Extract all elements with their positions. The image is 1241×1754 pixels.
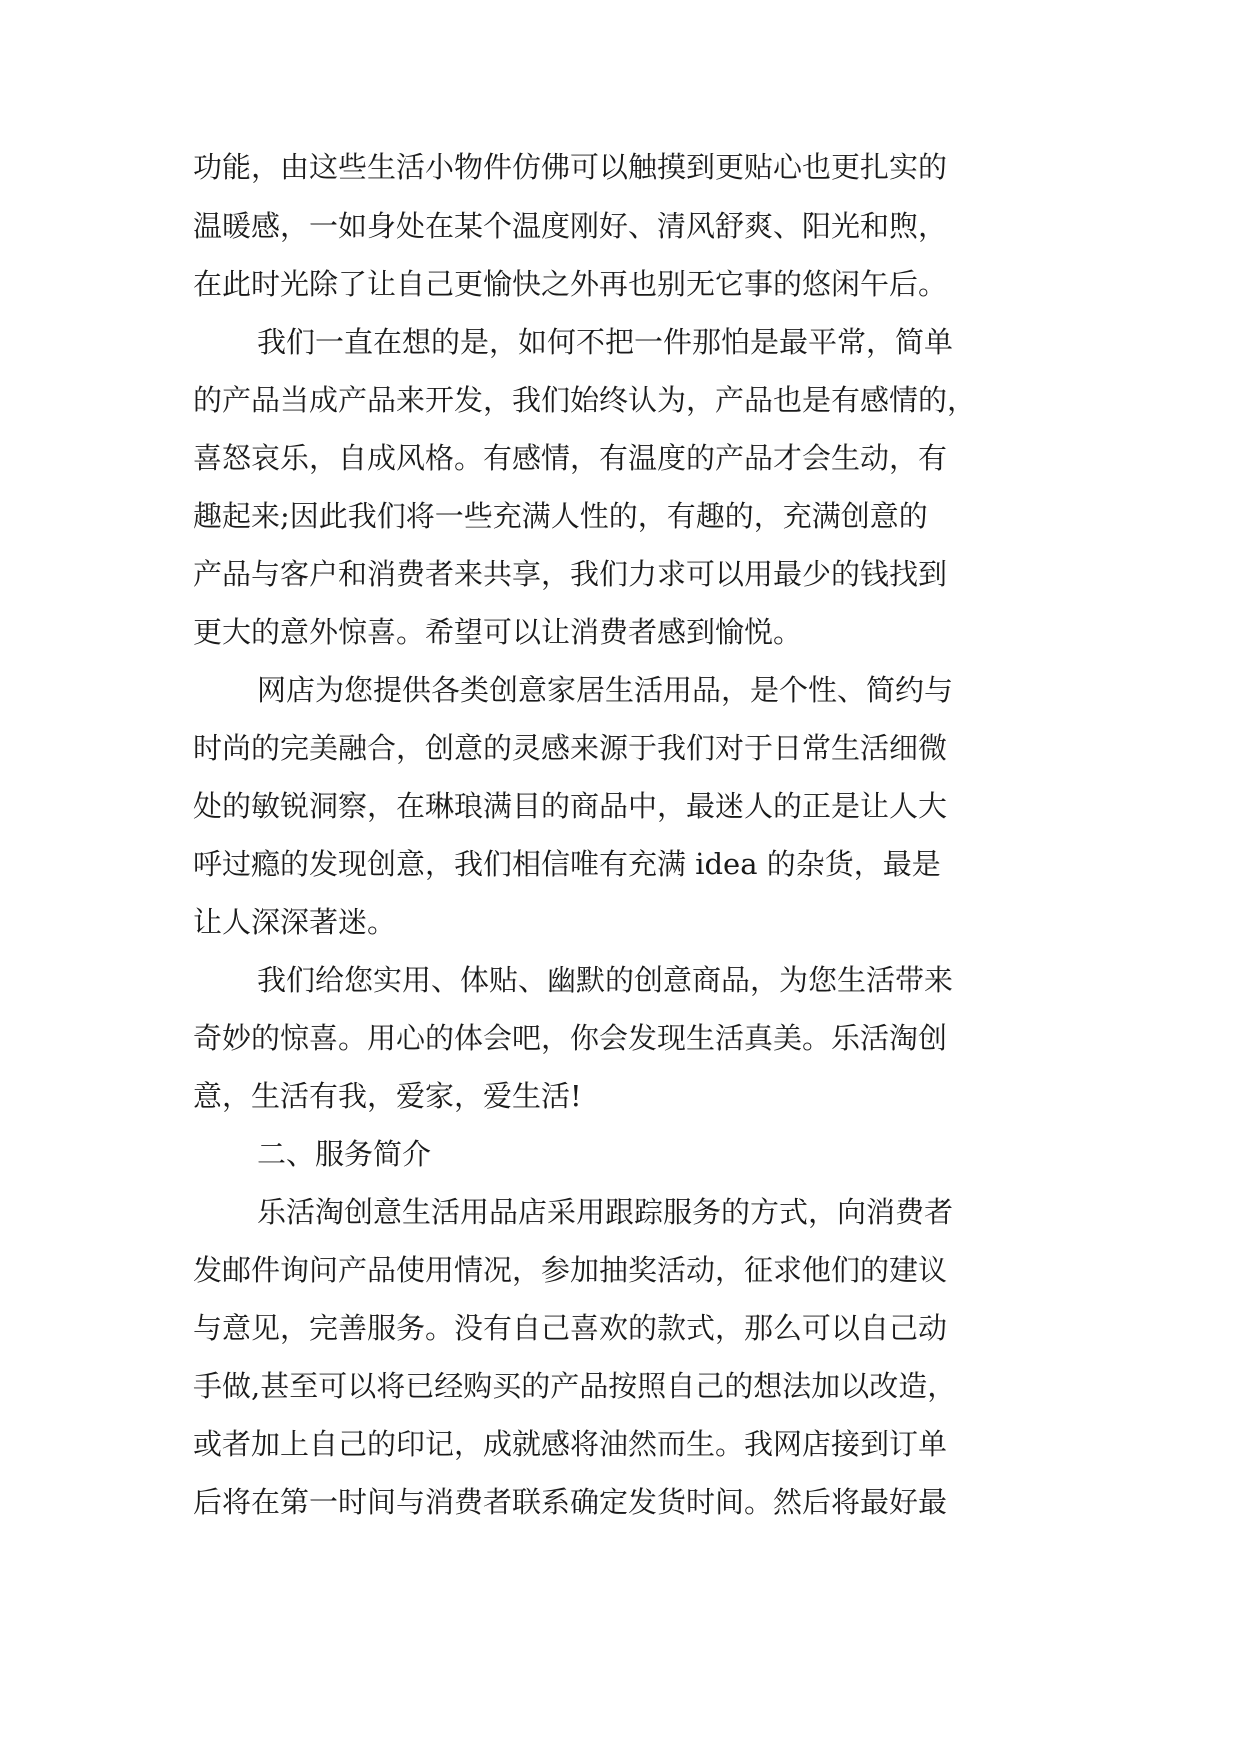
text-line: 产品与客户和消费者来共享，我们力求可以用最少的钱找到 (193, 557, 948, 591)
text-line: 在此时光除了让自己更愉快之外再也别无它事的悠闲午后。 (193, 267, 948, 301)
text-line: 与意见，完善服务。没有自己喜欢的款式，那么可以自己动 (193, 1311, 948, 1345)
text-line: 时尚的完美融合，创意的灵感来源于我们对于日常生活细微 (193, 731, 948, 765)
text-line: 更大的意外惊喜。希望可以让消费者感到愉悦。 (193, 615, 803, 649)
text-line: 温暖感，一如身处在某个温度刚好、清风舒爽、阳光和煦， (193, 209, 948, 243)
text-line: 让人深深著迷。 (193, 905, 397, 939)
text-line: 奇妙的惊喜。用心的体会吧，你会发现生活真美。乐活淘创 (193, 1021, 948, 1055)
text-line: 或者加上自己的印记，成就感将油然而生。我网店接到订单 (193, 1427, 948, 1461)
text-line: 发邮件询问产品使用情况，参加抽奖活动，征求他们的建议 (193, 1253, 948, 1287)
text-line: 意，生活有我，爱家，爱生活! (193, 1079, 582, 1113)
text-line: 喜怒哀乐，自成风格。有感情，有温度的产品才会生动，有 (193, 441, 948, 475)
text-line: 呼过瘾的发现创意，我们相信唯有充满 idea 的杂货，最是 (193, 847, 941, 881)
text-line: 我们给您实用、体贴、幽默的创意商品，为您生活带来 (257, 963, 954, 997)
text-line: 处的敏锐洞察，在琳琅满目的商品中，最迷人的正是让人大 (193, 789, 948, 823)
text-line: 趣起来;因此我们将一些充满人性的，有趣的，充满创意的 (193, 499, 928, 533)
text-line: 功能，由这些生活小物件仿佛可以触摸到更贴心也更扎实的 (193, 150, 948, 184)
text-line: 的产品当成产品来开发，我们始终认为，产品也是有感情的， (193, 383, 977, 417)
text-line: 后将在第一时间与消费者联系确定发货时间。然后将最好最 (193, 1485, 948, 1519)
section-heading: 二、服务简介 (257, 1137, 432, 1171)
text-line: 手做,甚至可以将已经购买的产品按照自己的想法加以改造， (193, 1369, 957, 1403)
text-line: 乐活淘创意生活用品店采用跟踪服务的方式，向消费者 (257, 1195, 954, 1229)
text-line: 我们一直在想的是，如何不把一件那怕是最平常，简单 (257, 325, 954, 359)
text-line: 网店为您提供各类创意家居生活用品，是个性、简约与 (257, 673, 954, 707)
